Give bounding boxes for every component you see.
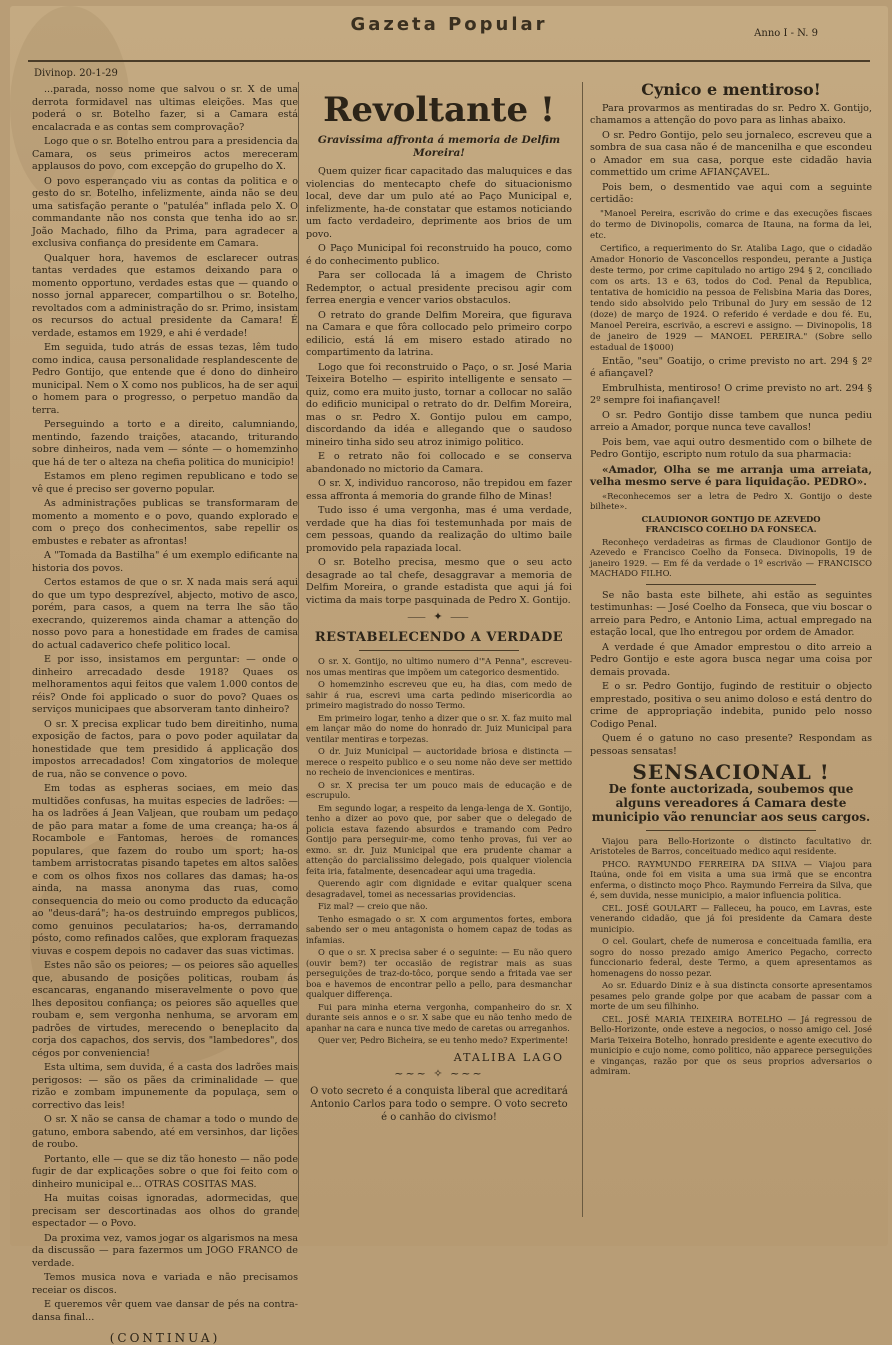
headline-revoltante: Revoltante ! bbox=[323, 90, 555, 130]
article-paragraph: Quem é o gatuno no caso presente? Respondam as pessoas sensatas! bbox=[590, 733, 872, 757]
article-paragraph: Logo que o sr. Botelho entrou para a presidencia da Camara, os seus primeiros actos mereceram applausos do povo, com excepção do grupelho do X. bbox=[32, 136, 298, 172]
social-note: O cel. Goulart, chefe de numerosa e conceituada familia, era sogro do nosso prezado amigo Americo Pegacho, correcto funccionario federal, deste Termo, a quem apresentamos as homenagens do nosso pezar. bbox=[590, 936, 872, 978]
article-paragraph: O povo esperançado viu as contas da politica e o gesto do sr. Botelho, infelizmente, ainda não se deu uma satisfação perante o "patuléa" inflada pelo X. O commandante não nos consta que tenha ido ao sr. João Machado, filho da Prima, para agradecer a exclusiva confiança do presidente em Camara. bbox=[32, 175, 298, 249]
article-paragraph: E o sr. Pedro Gontijo, fugindo de restituir o objecto emprestado, positiva o seu animo doloso e está dentro do crime de appropriação indebita, punido pelo nosso Codigo Penal. bbox=[590, 681, 872, 730]
attestation: «Reconhecemos ser a letra de Pedro X. Gontijo o deste bilhete». bbox=[590, 490, 872, 511]
article-paragraph: O homemzinho escreveu que eu, ha dias, com medo de sahir á rua, escrevi uma carta pedindo misericordia ao primeiro magistrado do nosso Termo. bbox=[306, 679, 572, 710]
article-paragraph: O sr. X, individuo rancoroso, não trepidou em fazer essa affronta á memoria do grande filho de Minas! bbox=[306, 478, 572, 502]
signers: CLAUDIONOR GONTIJO DE AZEVEDO FRANCISCO COELHO DA FONSECA. bbox=[641, 513, 821, 534]
article-paragraph: O que o sr. X precisa saber é o seguinte: — Eu não quero (ouvir bem?) ter occasião de registrar mais as suas perseguições de traz-do-tôco, porque sendo a fritada vae ser boa e havemos de encontrar pello a pello, para desmanchar qualquer differença. bbox=[306, 947, 572, 999]
article-paragraph: Para ser collocada lá a imagem de Christo Redemptor, o actual presidente precisou agir com ferrea energia e vencer varios obstaculos. bbox=[306, 270, 572, 306]
article-paragraph: Esta ultima, sem duvida, é a casta dos ladrões mais perigosos: — são os pães da criminalidade — que rizão e zombam impunemente da populaça, sem o correctivo das leis! bbox=[32, 1062, 298, 1111]
ornament-divider: ⸺ ✦ ⸺ bbox=[407, 610, 471, 623]
article-paragraph: As administrações publicas se transformaram de momento a momento e o povo, quando explorado e com o preço dos conhecimentos, sabe repellir os embustes e rebater as afrontas! bbox=[32, 498, 298, 547]
notary-recognition: Reconheço verdadeiras as firmas de Claudionor Gontijo de Azevedo e Francisco Coelho da Fonseca. Divinopolis, 19 de janeiro 1929. — Em fé da verdade o 1º escrivão — FRANCISCO MACHADO FILHO. bbox=[590, 536, 872, 578]
article-paragraph: Quem quizer ficar capacitado das maluquices e das violencias do mentecapto chefe do situacionismo local, deve dar um pulo até ao Paço Municipal e, infelizmente, ha-de constatar que estamos noticiando um facto verdadeiro, deprimente aos brios de um povo. bbox=[306, 166, 572, 240]
social-note: CEL. JOSÉ GOULART — Falleceu, ha pouco, em Lavras, este venerando cidadão, que já foi presidente da Camara deste municipio. bbox=[590, 902, 872, 934]
article-paragraph: Tudo isso é uma vergonha, mas é uma verdade, verdade que ha dias foi testemunhada por mais de cem pessoas, quando da realização do ultimo baile promovido pela rapaziada local. bbox=[306, 505, 572, 554]
article-paragraph: Da proxima vez, vamos jogar os algarismos na mesa da discussão — para fazermos um JOGO FRANCO de verdade. bbox=[32, 1232, 298, 1269]
article-paragraph: E por isso, insistamos em perguntar: — onde o dinheiro arrecadado desde 1918? Quaes os melhoramentos aqui feitos que valem 1.000 contos de réis? Onde foi applicado o suor do povo? Quaes os serviços municipaes que absorveram tanto dinheiro? bbox=[32, 654, 298, 715]
article-paragraph: Para provarmos as mentiradas do sr. Pedro X. Gontijo, chamamos a attenção do povo para as linhas abaixo. bbox=[590, 102, 872, 126]
masthead bbox=[10, 6, 888, 42]
article-paragraph: Logo que foi reconstruido o Paço, o sr. José Maria Teixeira Botelho — espirito intelligente e sensato — quiz, como era muito justo, tornar a collocar no salão do edificio municipal o retrato do dr. Delfim Moreira, mas o sr. Pedro X. Gontijo pulou em campo, discordando da idéa e allegando que o saudoso mineiro tinha sido seu atroz inimigo politico. bbox=[306, 361, 572, 448]
article-paragraph: A "Tomada da Bastilha" é um exemplo edificante na historia dos povos. bbox=[32, 550, 298, 574]
column-rule bbox=[298, 82, 299, 1217]
column-rule bbox=[582, 82, 583, 1217]
article-paragraph: Em primeiro logar, tenho a dizer que o sr. X. faz muito mal em lançar mão do nome do honrado dr. Juiz Municipal para ventilar mentiras e torpezas. bbox=[306, 712, 572, 744]
article-paragraph: Embrulhista, mentiroso! O crime previsto no art. 294 § 2º sempre foi inafiançavel! bbox=[590, 382, 872, 406]
closing-note: O voto secreto é a conquista liberal que acreditará Antonio Carlos para todo o sempre. O voto secreto é o canhão do civismo! bbox=[310, 1085, 568, 1123]
newspaper-page bbox=[10, 6, 888, 1345]
article-paragraph: Querendo agir com dignidade e evitar qualquer scena desagradavel, tomei as necessarias providencias. bbox=[306, 878, 572, 899]
note-quote: «Amador, Olha se me arranja uma arreiata, velha mesmo serve é para liquidação. PEDRO». bbox=[590, 463, 872, 488]
article-paragraph: A verdade é que Amador emprestou o dito arreio a Pedro Gontijo e este agora busca negar uma coisa por demais provada. bbox=[590, 641, 872, 678]
section-divider bbox=[646, 584, 815, 585]
article-paragraph: Quer ver, Pedro Bicheira, se eu tenho medo? Experimente! bbox=[318, 1035, 569, 1045]
headline-subtitle: Gravissima affronta á memoria de Delfim Moreira! bbox=[317, 134, 561, 159]
author-signature: ATALIBA LAGO bbox=[453, 1050, 564, 1064]
section-divider bbox=[359, 650, 519, 651]
social-note: Ao sr. Eduardo Diniz e à sua distincta consorte apresentamos pesames pelo grande golpe por que acabam de passar com a morte de um seu filhinho. bbox=[590, 980, 872, 1011]
article-paragraph: Então, "seu" Goatijo, o crime previsto no art. 294 § 2º é afiançavel? bbox=[590, 355, 872, 379]
article-paragraph: Fiz mal? — creio que não. bbox=[318, 901, 428, 911]
article-paragraph: O retrato do grande Delfim Moreira, que figurava na Camara e que fôra collocado pelo primeiro corpo edilicio, está lá em misero estado atirado no compartimento da latrina. bbox=[306, 309, 572, 358]
article-paragraph: Estes não são os peiores; — os peiores são aquelles que, abusando de posições politicas, roubam ás escancaras, enganando miseravelmente o povo que lhes depositou confiança; os peiores são aquelles que roubam e, sem vergonha nenhuma, se arvoram em padrões de virtudes, merecendo o beneplacito da corja dos capachos, dos servis, dos "lambedores", dos cégos por conveniencia! bbox=[32, 960, 298, 1059]
headline-cynico: Cynico e mentiroso! bbox=[641, 80, 821, 99]
article-paragraph: Portanto, elle — que se diz tão honesto — não pode fugir de dar explicações sobre o que foi feito com o dinheiro municipal e... OTRAS COSITAS MAS. bbox=[32, 1153, 298, 1190]
article-paragraph: O Paço Municipal foi reconstruido ha pouco, como é do conhecimento publico. bbox=[306, 243, 572, 267]
section-title: RESTABELECENDO A VERDADE bbox=[314, 629, 564, 645]
article-paragraph: Qualquer hora, havemos de esclarecer outras tantas verdades que estamos deixando para o momento opportuno, verdades estas que — quando o nosso jornal apparecer, compartilhou o sr. Botelho, revoltados com a administração do sr. Primo, insistam os recursos do actual presidente da Camara! É verdade, estamos em 1929, e ahi é verdade! bbox=[32, 252, 298, 339]
article-paragraph: Em todas as espheras sociaes, em meio das multidões confusas, ha muitas especies de ladrões: — ha os ladrões á Jean Valjean, que roubam um pedaço de pão para matar a fome de uma creança; ha-os á Rocambole e Fantomas, heroes de romances populares, que fazem do roubo um sport; ha-os tambem arristocratas pisando tapetes em altos salões e com os olhos fixos nos collares das damas; ha-os ainda, na massa anonyma das ruas, como consequencia do meio ou como producto da educação ao "deus-dará"; ha-os destruindo empregos publicos, como genuinos peculatarios; ha-os, derramando pósto, como refinados calões, que exploram fraquezas viuvas e cospem depois no cadaver das suas victimas. bbox=[32, 783, 298, 957]
issue-date: Divinop. 20-1-29 bbox=[34, 68, 118, 79]
article-paragraph: O sr. X não se cansa de chamar a todo o mundo de gatuno, embora sabendo, até em versinhos, dar lições de roubo. bbox=[32, 1114, 298, 1150]
headline-sensacional: SENSACIONAL ! bbox=[632, 760, 830, 784]
masthead-rule bbox=[28, 60, 870, 62]
article-paragraph: Fui para minha eterna vergonha, companheiro do sr. X durante seis annos e o sr. X sabe que eu não tenho medo de apanhar na cara e nunca tive medo de caretas ou arreganhos. bbox=[306, 1001, 572, 1033]
article-paragraph: Pois bem, o desmentido vae aqui com a seguinte certidão: bbox=[590, 181, 872, 205]
article-paragraph: ...parada, nosso nome que salvou o sr. X de uma derrota formidavel nas ultimas eleições. Mas que poderá o sr. Botelho fazer, si a Camara está encalacrada e as contas sem comprovação? bbox=[32, 84, 298, 133]
article-paragraph: O sr. Botelho precisa, mesmo que o seu acto desagrade ao tal chefe, desaggravar a memoria de Delfim Moreira, o grande estadista que aqui já foi victima da mais torpe pasquinada de Pedro X. Gontijo. bbox=[306, 557, 572, 606]
article-paragraph: Perseguindo a torto e a direito, calumniando, mentindo, fazendo traições, atacando, triturando sobre dinheiros, nada vem — sónte — o homemzinho que há de ter o alteza na chefia politica do municipio! bbox=[32, 419, 298, 468]
article-paragraph: Se não basta este bilhete, ahi estão as seguintes testimunhas: — José Coelho da Fonseca, que viu boscar o arreio para Pedro, e Antonio Lima, actual empregado na estação local, que lho entregou por ordem de Amador. bbox=[590, 589, 872, 638]
certificate-text: Certifico, a requerimento do Sr. Ataliba Lago, que o cidadão Amador Honorio de Vasconcellos respondeu, perante a Justiça deste termo, por crime capitulado no artigo 294 § 2, conciliado com os arts. 13 e 63, todos do Cod. Penal da Republica, tentativa de homicidio na pessoa de Felisbina Maria das Dores, tendo sido absolvido pelo Tribunal do Jury em sessão de 12 (doze) de março de 1924. O referido é verdade e dou fé. Eu, Manoel Pereira, escrivão, a escrevi e assigno. — Divinopolis, 18 de janeiro de 1929 — MANOEL PEREIRA." (Sobre sello estadual de 1$000) bbox=[590, 243, 872, 353]
article-paragraph: E o retrato não foi collocado e se conserva abandonado no mictorio da Camara. bbox=[306, 451, 572, 475]
social-note: PHCO. RAYMUNDO FERREIRA DA SILVA — Viajou para Itaúna, onde foi em visita a uma sua irmã que se encontra enferma, o distincto moço Phco. Raymundo Ferreira da Silva, que é, sem duvida, nesse municipio, a maior influencia politica. bbox=[590, 858, 872, 900]
article-paragraph: Temos musica nova e variada e não precisamos receiar os discos. bbox=[32, 1272, 298, 1296]
article-paragraph: O sr. Pedro Gontijo disse tambem que nunca pediu arreio a Amador, porque nunca teve cavallos! bbox=[590, 409, 872, 433]
article-paragraph: O sr. X precisa explicar tudo bem direitinho, numa exposição de factos, para o povo poder aquilatar da honestidade que tem presidido á applicação dos impostos arrecadados! Com xingatorios de moleque de rua, não se convence o povo. bbox=[32, 718, 298, 780]
article-paragraph: Certos estamos de que o sr. X nada mais será aqui do que um typo desprezível, abjecto, motivo de asco, porém, para casos, a quem na terra lhe são tão execrando, quizeremos ainda chamar a attenção do nosso povo para a honestidade em frades de camisa do actual cadaverico chefe politico local. bbox=[32, 577, 298, 651]
column-right bbox=[590, 80, 872, 1214]
ornament-divider: ~~~ ✧ ~~~ bbox=[394, 1067, 484, 1080]
issue-number: Anno I - N. 9 bbox=[754, 28, 818, 39]
article-paragraph: Ha muitas coisas ignoradas, adormecidas, que precisam ser descortinadas aos olhos do grande espectador — o Povo. bbox=[32, 1193, 298, 1229]
continued-label: (CONTINUA) bbox=[109, 1331, 221, 1345]
article-paragraph: Pois bem, vae aqui outro desmentido com o bilhete de Pedro Gontijo, escripto num rotulo da sua pharmacia: bbox=[590, 436, 872, 460]
article-paragraph: O sr. X. Gontijo, no ultimo numero d'"A Penna", escreveu-nos umas mentiras que impõem um categorico desmentido. bbox=[306, 656, 572, 677]
article-paragraph: Estamos em pleno regimen republicano e todo se vê que é preciso ser governo popular. bbox=[32, 471, 298, 495]
section-divider bbox=[646, 830, 815, 831]
article-paragraph: O dr. Juiz Municipal — auctoridade briosa e distincta — merece o respeito publico e o seu nome não deve ser mettido no recheio de invencionices e mentiras. bbox=[306, 746, 572, 777]
article-paragraph: Em segundo logar, a respeito da lenga-lenga de X. Gontijo, tenho a dizer ao povo que, por saber que o delegado de policia estava fazendo absurdos e tramando com Pedro Gontijo para perseguir-me, como tenho provas, fui ver ao exmo. sr. dr. Juiz Municipal que era prudente chamar a attenção do parcialissimo delegado, pois qualquer violencia feita iria, fatalmente, desencadear aqui uma tragedia. bbox=[306, 802, 572, 876]
article-paragraph: O sr. Pedro Gontijo, pelo seu jornaleco, escreveu que a sombra de sua casa não é de mancenilha e que escondeu o Amador em sua casa, porque este cidadão havia commettido um crime AFIANÇAVEL. bbox=[590, 129, 872, 178]
article-paragraph: O sr. X precisa ter um pouco mais de educação e de escrupulo. bbox=[306, 779, 572, 800]
article-paragraph: E queremos vêr quem vae dansar de pés na contra-dansa final... bbox=[32, 1299, 298, 1323]
newspaper-title: Gazeta Popular bbox=[350, 14, 548, 35]
article-paragraph: Em seguida, tudo atrás de essas tezas, lêm tudo como indica, causa personalidade resplandescente de Pedro Gontijo, que entende que é dono do dinheiro municipal. Nem o X como nos publicos, ha de ser aqui o homem para o progresso, o perpetuo mandão da terra. bbox=[32, 342, 298, 416]
certificate-text: "Manoel Pereira, escrivão do crime e das execuções fiscaes do termo de Divinopolis, comarca de Itauna, na forma da lei, etc. bbox=[590, 208, 872, 241]
social-note: CEL. JOSÉ MARIA TEIXEIRA BOTELHO — Já regressou de Bello-Horizonte, onde esteve a negocios, o nosso amigo cel. José Maria Teixeira Botelho, honrado presidente e agente executivo do municipio e cujo nome, como politico, não apparece perseguições e vinganças, razão por que os seus proprios adversarios o admiram. bbox=[590, 1013, 872, 1076]
column-middle bbox=[306, 84, 572, 1214]
column-left bbox=[32, 84, 298, 1345]
article-paragraph: Tenho esmagado o sr. X com argumentos fortes, embora sabendo ser o meu antagonista o homem capaz de todas as infamias. bbox=[306, 913, 572, 945]
social-note: Viajou para Bello-Horizonte o distincto facultativo dr. Aristoteles de Barros, conceituado medico aqui residente. bbox=[590, 835, 872, 856]
sensacional-subtitle: De fonte auctorizada, soubemos que alguns vereadores á Camara deste municipio vão renunciar aos seus cargos. bbox=[591, 781, 871, 824]
